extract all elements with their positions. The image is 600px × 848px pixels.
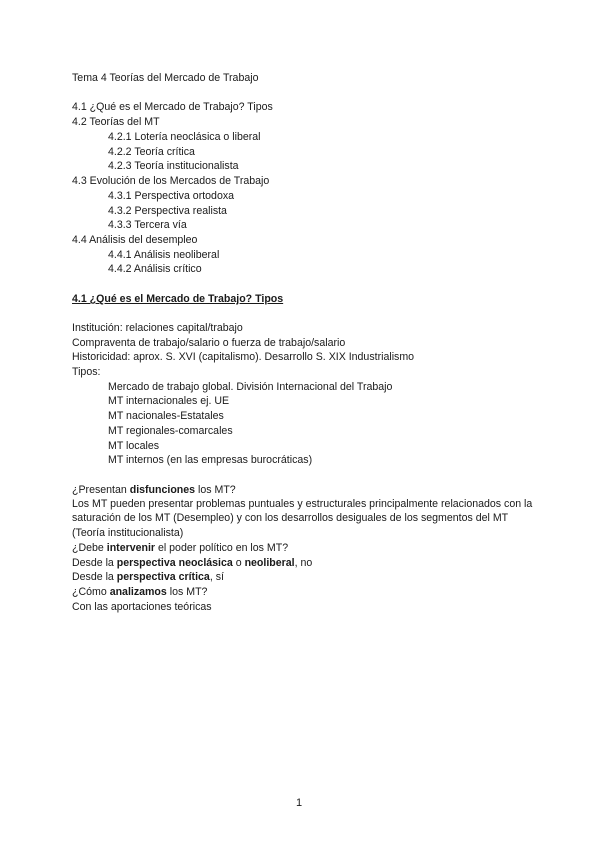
type-item: MT regionales-comarcales [108,425,233,437]
toc-item: 4.2 Teorías del MT [72,116,160,128]
question-intervene: ¿Debe intervenir el poder político en los MT? [72,542,289,554]
answer-neoclassical: Desde la perspectiva neoclásica o neoliberal, no [72,557,313,569]
toc-subitem: 4.4.2 Análisis crítico [108,263,202,275]
toc-subitem: 4.3.2 Perspectiva realista [108,205,227,217]
type-item: MT locales [108,440,160,452]
type-item: Mercado de trabajo global. División Internacional del Trabajo [108,381,393,393]
question-analyze: ¿Cómo analizamos los MT? [72,586,208,598]
toc-subitem: 4.3.1 Perspectiva ortodoxa [108,190,235,202]
toc-subitem: 4.4.1 Análisis neoliberal [108,249,220,261]
toc-subitem: 4.2.3 Teoría institucionalista [108,160,239,172]
type-item: MT internos (en las empresas burocráticas) [108,454,313,466]
answer-analyze: Con las aportaciones teóricas [72,601,212,613]
toc-item: 4.1 ¿Qué es el Mercado de Trabajo? Tipos [72,101,273,113]
document-title: Tema 4 Teorías del Mercado de Trabajo [72,72,259,84]
page-number: 1 [296,797,303,809]
definition-line: Institución: relaciones capital/trabajo [72,322,243,334]
definition-line: Historicidad: aprox. S. XVI (capitalismo). Desarrollo S. XIX Industrialismo [72,351,415,363]
section-heading: 4.1 ¿Qué es el Mercado de Trabajo? Tipos [72,293,284,305]
toc-subitem: 4.2.2 Teoría crítica [108,146,195,158]
types-label: Tipos: [72,366,101,378]
answer-critical: Desde la perspectiva crítica, sí [72,571,224,583]
question-dysfunctions: ¿Presentan disfunciones los MT? [72,484,236,496]
toc-item: 4.3 Evolución de los Mercados de Trabajo [72,175,270,187]
toc-item: 4.4 Análisis del desempleo [72,234,198,246]
type-item: MT internacionales ej. UE [108,395,230,407]
definition-line: Compraventa de trabajo/salario o fuerza de trabajo/salario [72,337,346,349]
answer-dysfunctions: Los MT pueden presentar problemas puntuales y estructurales principalmente relacionados con la saturación de los MT (Desempleo) y con los desarrollos desiguales de los segmentos del MT (Teoría institucionalista) [72,498,533,539]
toc-subitem: 4.3.3 Tercera vía [108,219,187,231]
type-item: MT nacionales-Estatales [108,410,224,422]
toc-subitem: 4.2.1 Lotería neoclásica o liberal [108,131,261,143]
